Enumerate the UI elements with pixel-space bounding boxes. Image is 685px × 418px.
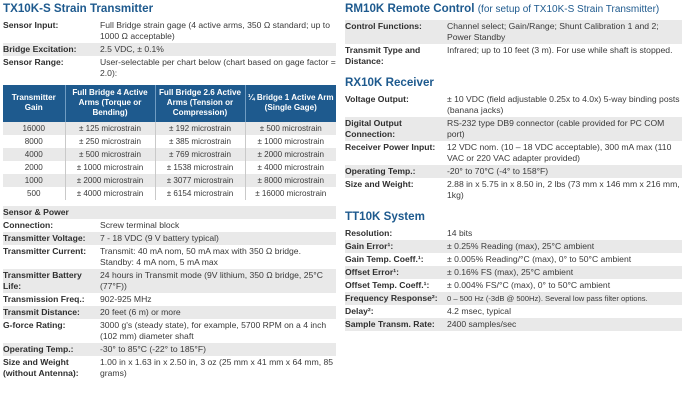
table-cell: ± 2000 microstrain	[245, 148, 336, 161]
table-cell: ± 125 microstrain	[65, 122, 155, 135]
spec-value: 4.2 msec, typical	[447, 306, 511, 316]
table-cell: 2000	[3, 161, 65, 174]
spec-value: 14 bits	[447, 228, 473, 238]
spec-row-sensor-range	[3, 56, 336, 80]
spec-row-bridge-excitation	[3, 43, 336, 56]
spec-label: Control Functions:	[345, 21, 422, 31]
spec-row-g-force	[3, 319, 336, 343]
spec-value: ± 0.005% Reading/°C (max), 0° to 50°C ambient	[447, 254, 632, 264]
spec-label: Size and Weight (without Antenna):	[3, 356, 79, 378]
table-header-quarter-bridge: ¼ Bridge 1 Active Arm (Single Gage)	[245, 85, 336, 122]
spec-label: Operating Temp.:	[345, 166, 416, 176]
spec-row-transmission-freq	[3, 293, 336, 306]
spec-label: Receiver Power Input:	[345, 142, 436, 152]
spec-value: ± 0.004% FS/°C (max), 0° to 50°C ambient	[447, 280, 611, 290]
table-row	[3, 135, 336, 148]
spec-row-rx-size-weight	[345, 178, 682, 202]
spec-value: User-selectable per chart below (chart based on gage factor = 2.0):	[100, 57, 336, 78]
tx-title: TX10K-S Strain Transmitter	[3, 2, 154, 15]
table-cell: ± 3077 microstrain	[155, 174, 245, 187]
spec-value: 20 feet (6 m) or more	[100, 306, 181, 317]
table-cell: ± 769 microstrain	[155, 148, 245, 161]
spec-row-delay	[345, 305, 682, 318]
table-cell: ± 16000 microstrain	[255, 188, 327, 198]
spec-row-transmit-type	[345, 44, 682, 68]
spec-value: 12 VDC nom. (10 – 18 VDC acceptable), 300 mA max (110 VAC or 220 VAC adapter provided)	[447, 142, 672, 163]
spec-value: 2.88 in x 5.75 in x 8.50 in, 2 lbs (73 mm x 146 mm x 216 mm, 1kg)	[447, 179, 680, 200]
spec-label: Gain Temp. Coeff.¹:	[345, 254, 424, 264]
table-row	[3, 148, 336, 161]
spec-value: ± 0.16% FS (max), 25°C ambient	[447, 267, 574, 277]
spec-row-size-weight	[3, 356, 336, 380]
spec-value: 3000 g's (steady state), for example, 5700 RPM on a 4 inch (102 mm) diameter shaft	[100, 319, 327, 341]
spec-value: 1.00 in x 1.63 in x 2.50 in, 3 oz (25 mm x 41 mm x 64 mm, 85 grams)	[100, 356, 334, 378]
table-header-row	[3, 85, 336, 122]
section-heading: Sensor & Power	[3, 206, 69, 217]
spec-row-transmitter-voltage	[3, 232, 336, 245]
table-cell: ± 250 microstrain	[65, 135, 155, 148]
spec-row-frequency-response	[345, 292, 682, 305]
table-cell: ± 500 microstrain	[245, 122, 336, 135]
spec-label: Transmit Type and Distance:	[345, 45, 421, 66]
spec-value: ± 0.25% Reading (max), 25°C ambient	[447, 241, 595, 251]
spec-value: Channel select; Gain/Range; Shunt Calibration 1 and 2; Power Standby	[447, 21, 659, 42]
spec-row-battery-life	[3, 269, 336, 293]
spec-label: Transmitter Voltage:	[3, 232, 86, 243]
spec-row-gain-error	[345, 240, 682, 253]
spec-value: -20° to 70°C (-4° to 158°F)	[447, 166, 549, 176]
table-cell: ± 1538 microstrain	[155, 161, 245, 174]
spec-row-connection	[3, 219, 336, 232]
spec-row-control-functions	[345, 20, 682, 44]
table-cell: ± 500 microstrain	[65, 148, 155, 161]
spec-label: Transmit Distance:	[3, 306, 80, 317]
table-cell: ± 2000 microstrain	[65, 174, 155, 187]
spec-label: Gain Error¹:	[345, 241, 394, 251]
spec-value: Screw terminal block	[100, 219, 180, 230]
table-row	[3, 174, 336, 187]
table-cell: ± 1000 microstrain	[65, 161, 155, 174]
spec-label: G-force Rating:	[3, 319, 66, 330]
spec-label: Bridge Excitation:	[3, 44, 77, 54]
table-header-full-bridge-2-6: Full Bridge 2.6 Active Arms (Tension or Compression)	[155, 85, 245, 122]
spec-label: Sample Transm. Rate:	[345, 319, 435, 329]
spec-row-rx-operating-temp	[345, 165, 682, 178]
spec-label: Delay²:	[345, 306, 374, 316]
spec-label: Digital Output Connection:	[345, 118, 402, 139]
table-cell: 500	[3, 187, 65, 200]
rm-title	[345, 2, 682, 17]
spec-value: 2400 samples/sec	[447, 319, 517, 329]
spec-value: Full Bridge strain gage (4 active arms, 350 Ω standard; up to 1000 Ω acceptable)	[100, 20, 330, 41]
table-cell: ± 1000 microstrain	[257, 136, 325, 146]
table-cell: ± 4000 microstrain	[65, 187, 155, 200]
table-cell: ± 8000 microstrain	[245, 174, 336, 187]
spec-row-resolution	[345, 227, 682, 240]
table-header-gain: Transmitter Gain	[3, 85, 65, 122]
spec-row-transmit-distance	[3, 306, 336, 319]
spec-value: RS-232 type DB9 connector (cable provided for PC COM port)	[447, 118, 665, 139]
table-cell: ± 385 microstrain	[155, 135, 245, 148]
spec-label: Size and Weight:	[345, 179, 414, 189]
spec-row-sample-rate	[345, 318, 682, 331]
spec-row-voltage-output	[345, 93, 682, 117]
spec-label: Sensor Input:	[3, 20, 59, 30]
table-cell: ± 4000 microstrain	[257, 162, 325, 172]
power-section-head	[3, 206, 336, 219]
spec-label: Transmitter Battery Life:	[3, 269, 82, 291]
spec-value: -30° to 85°C (-22° to 185°F)	[100, 343, 206, 354]
spec-value: ± 10 VDC (field adjustable 0.25x to 4.0x) 5-way binding posts (banana jacks)	[447, 94, 680, 115]
table-cell: ± 6154 microstrain	[155, 187, 245, 200]
spec-label: Frequency Response²:	[345, 293, 438, 303]
spec-value: Transmit: 40 mA nom, 50 mA max with 350 Ω bridge. Standby: 4 mA nom, 5 mA max	[100, 245, 301, 267]
spec-label: Resolution:	[345, 228, 393, 238]
spec-label: Offset Temp. Coeff.¹:	[345, 280, 430, 290]
spec-value: 7 - 18 VDC (9 V battery typical)	[100, 232, 219, 243]
spec-value: 24 hours in Transmit mode (9V lithium, 350 Ω bridge, 25°C (77°F))	[100, 269, 323, 291]
spec-label: Operating Temp.:	[3, 343, 74, 354]
spec-row-receiver-power	[345, 141, 682, 165]
table-header-full-bridge-4: Full Bridge 4 Active Arms (Torque or Bending)	[65, 85, 155, 122]
spec-label: Transmission Freq.:	[3, 293, 85, 304]
rm-title-text: RM10K Remote Control	[345, 2, 475, 15]
spec-label: Offset Error¹:	[345, 267, 399, 277]
spec-row-digital-output	[345, 117, 682, 141]
sensor-range-table	[3, 85, 336, 200]
spec-row-operating-temp	[3, 343, 336, 356]
table-cell: 4000	[3, 148, 65, 161]
spec-row-offset-error	[345, 266, 682, 279]
spec-label: Sensor Range:	[3, 57, 64, 67]
spec-value: 902-925 MHz	[100, 293, 152, 304]
spec-label: Transmitter Current:	[3, 245, 87, 256]
tt-title: TT10K System	[345, 210, 425, 223]
spec-label: Voltage Output:	[345, 94, 409, 104]
spec-value: Infrared; up to 10 feet (3 m). For use while shaft is stopped.	[447, 45, 673, 55]
spec-row-gain-temp-coeff	[345, 253, 682, 266]
spec-value: 0 – 500 Hz (-3dB @ 500Hz). Several low pass filter options.	[447, 294, 648, 303]
spec-row-offset-temp-coeff	[345, 279, 682, 292]
right-column	[345, 0, 682, 331]
table-row	[3, 161, 336, 174]
rm-subtitle: (for setup of TX10K-S Strain Transmitter)	[477, 4, 660, 15]
table-row	[3, 122, 336, 135]
table-cell: ± 192 microstrain	[155, 122, 245, 135]
table-row	[3, 187, 336, 200]
rx-title: RX10K Receiver	[345, 76, 434, 89]
spec-row-sensor-input	[3, 19, 336, 43]
table-cell: 1000	[3, 174, 65, 187]
tx-column	[3, 0, 336, 380]
spec-row-transmitter-current	[3, 245, 336, 269]
spec-value: 2.5 VDC, ± 0.1%	[100, 44, 164, 54]
spec-label: Connection:	[3, 219, 54, 230]
table-cell: 16000	[3, 122, 65, 135]
table-cell: 8000	[3, 135, 65, 148]
